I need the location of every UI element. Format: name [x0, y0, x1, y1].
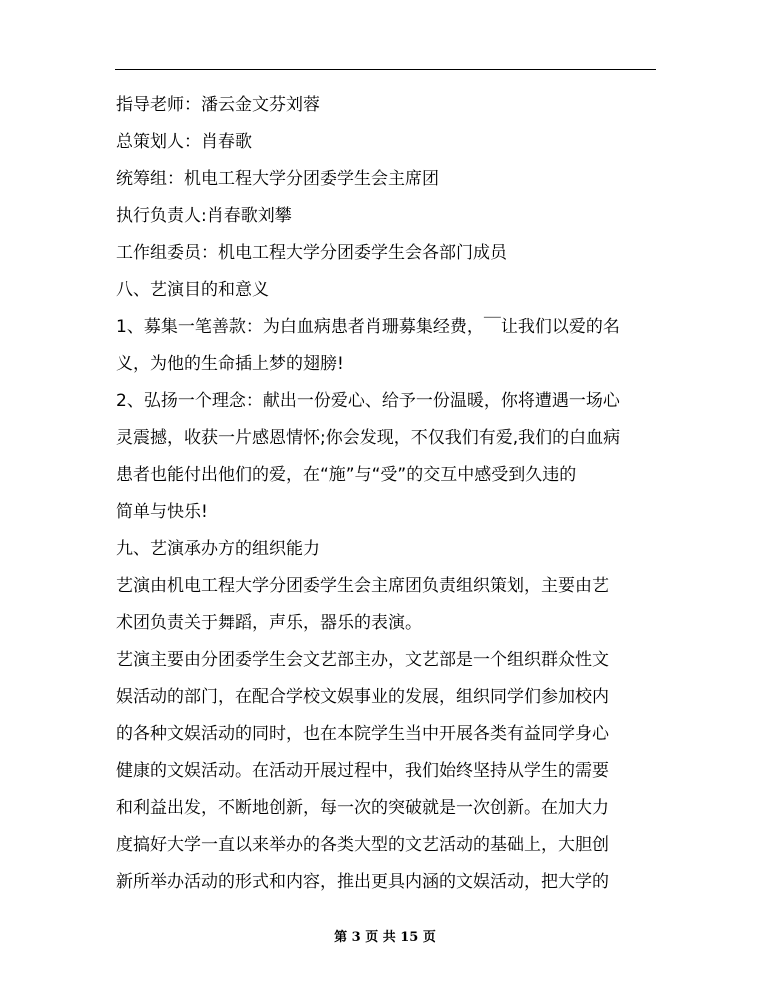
page-number: 第 3 页 共 15 页: [334, 930, 436, 945]
text-line: 度搞好大学一直以来举办的各类大型的文艺活动的基础上，大胆创: [116, 835, 609, 855]
text-line: 艺演主要由分团委学生会文艺部主办，文艺部是一个组织群众性文: [116, 650, 609, 670]
text-line: 义，为他的生命插上梦的翅膀!: [116, 354, 344, 374]
text-line: 术团负责关于舞蹈，声乐，器乐的表演。: [116, 613, 422, 633]
text-line: 娱活动的部门，在配合学校文娱事业的发展，组织同学们参加校内: [116, 687, 609, 707]
text-line: 艺演由机电工程大学分团委学生会主席团负责组织策划，主要由艺: [116, 576, 609, 596]
text-line: 和利益出发，不断地创新，每一次的突破就是一次创新。在加大力: [116, 798, 609, 818]
text-line: 指导老师：潘云金文芬刘蓉: [116, 95, 320, 115]
text-line: 的各种文娱活动的同时，也在本院学生当中开展各类有益同学身心: [116, 724, 609, 744]
section-heading: 九、艺演承办方的组织能力: [116, 539, 320, 559]
text-line: 总策划人：肖春歌: [116, 132, 252, 152]
header-rule: [115, 69, 656, 70]
text-line: 执行负责人:肖春歌刘攀: [116, 206, 292, 226]
document-body: [116, 87, 661, 901]
text-line: 2、弘扬一个理念：献出一份爱心、给予一份温暖，你将遭遇一场心: [116, 391, 620, 411]
text-line: 1、募集一笔善款：为白血病患者肖珊募集经费，￣让我们以爱的名: [116, 317, 620, 337]
text-line: 统筹组：机电工程大学分团委学生会主席团: [116, 169, 439, 189]
text-line: 新所举办活动的形式和内容，推出更具内涵的文娱活动，把大学的: [116, 872, 609, 892]
section-heading: 八、艺演目的和意义: [116, 280, 269, 300]
text-line: 灵震撼，收获一片感恩情怀;你会发现，不仅我们有爱,我们的白血病: [116, 428, 621, 448]
text-line: 患者也能付出他们的爱，在“施”与“受”的交互中感受到久违的: [116, 465, 577, 485]
text-line: 简单与快乐!: [116, 502, 208, 522]
text-line: 健康的文娱活动。在活动开展过程中，我们始终坚持从学生的需要: [116, 761, 609, 781]
text-line: 工作组委员：机电工程大学分团委学生会各部门成员: [116, 243, 507, 263]
